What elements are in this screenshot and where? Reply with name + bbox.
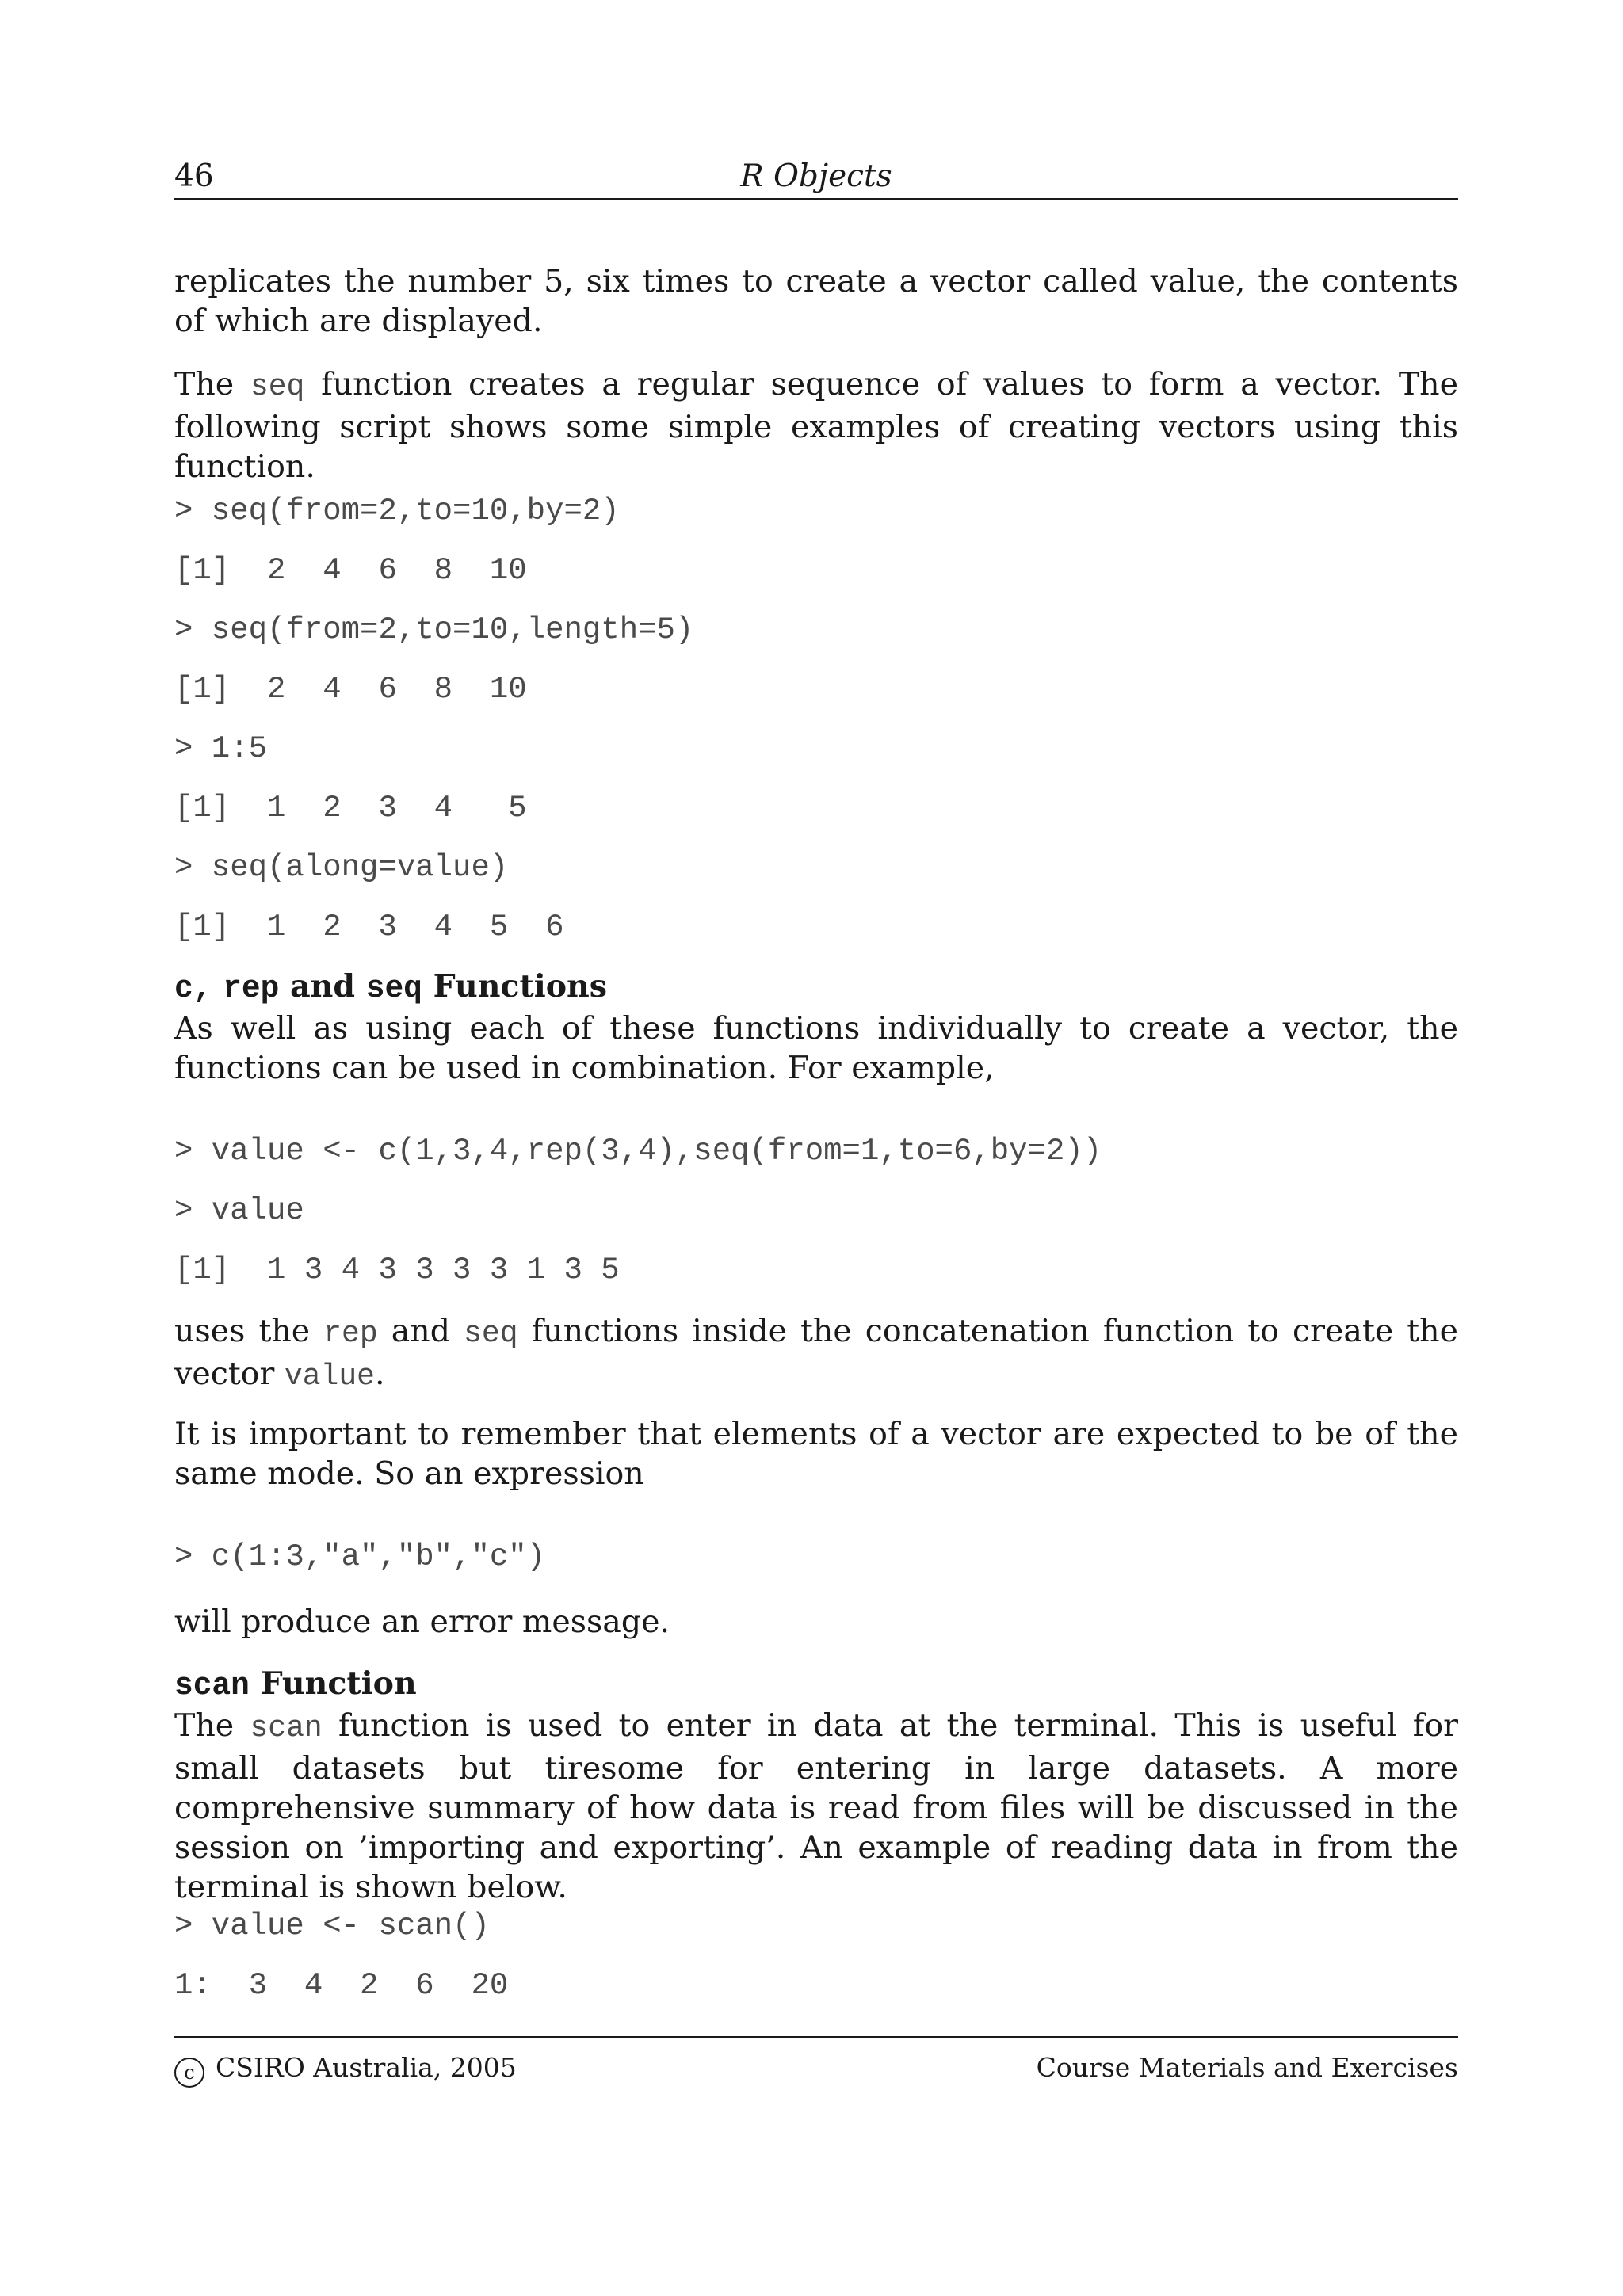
code-line: [1] 1 3 4 3 3 3 3 1 3 5 bbox=[174, 1253, 620, 1287]
code-line: [1] 1 2 3 4 5 bbox=[174, 791, 527, 826]
paragraph-error: will produce an error message. bbox=[174, 1604, 670, 1640]
code-line: 1: 3 4 2 6 20 bbox=[174, 1968, 509, 2003]
inline-code-seq: seq bbox=[464, 1317, 518, 1351]
code-line: [1] 2 4 6 8 10 bbox=[174, 553, 527, 588]
paragraph-uses: uses the rep and seq functions inside the concatenation function to create the vector value. bbox=[174, 1313, 1458, 1394]
copyright-icon: c bbox=[174, 2058, 204, 2088]
paragraph-text: replicates the number 5, six times to create a vector called value, the contents of which are displayed. bbox=[174, 263, 1458, 339]
running-title: R Objects bbox=[740, 158, 892, 194]
code-line: [1] 1 2 3 4 5 6 bbox=[174, 910, 564, 944]
code-line: [1] 2 4 6 8 10 bbox=[174, 672, 527, 707]
section-c-rep-seq bbox=[174, 967, 1458, 1088]
inline-code-scan: scan bbox=[250, 1711, 323, 1745]
paragraph-replicates bbox=[174, 261, 1458, 341]
code-line: > seq(from=2,to=10,by=2) bbox=[174, 494, 620, 528]
code-line: > seq(along=value) bbox=[174, 850, 509, 885]
text-segment: The bbox=[174, 366, 250, 402]
paragraph-seq-intro bbox=[174, 364, 1458, 486]
code-line: > 1:5 bbox=[174, 731, 268, 766]
section-heading: c, rep and seq Functions bbox=[174, 968, 608, 1006]
code-line: > seq(from=2,to=10,length=5) bbox=[174, 612, 694, 647]
section-scan bbox=[174, 1664, 1458, 1907]
text-segment: function creates a regular sequence of values to form a vector. The following script shows some simple examples of creating vectors using this function. bbox=[174, 366, 1458, 485]
footer-copyright: c CSIRO Australia, 2005 bbox=[174, 2050, 517, 2088]
inline-code-value: value bbox=[284, 1360, 375, 1394]
section-body: The scan function is used to enter in data at the terminal. This is useful for small datasets but tiresome for entering in large datasets. A more comprehensive summary of how data is read from files will be discussed in the session on ’importing and exporting’. An example of reading data in from the terminal is shown below. bbox=[174, 1707, 1458, 1905]
code-block-error-example bbox=[174, 1537, 1458, 1577]
page-number: 46 bbox=[174, 158, 214, 194]
paragraph-important: It is important to remember that elements of a vector are expected to be of the same mode. So an expression bbox=[174, 1416, 1458, 1492]
page-footer bbox=[174, 2036, 1458, 2085]
section-body: As well as using each of these functions individually to create a vector, the functions can be used in combination. For example, bbox=[174, 1010, 1458, 1086]
section-heading: scan Function bbox=[174, 1665, 417, 1703]
code-line: > value <- scan() bbox=[174, 1909, 490, 1943]
inline-code-rep: rep bbox=[323, 1317, 378, 1351]
footer-course-title: Course Materials and Exercises bbox=[1036, 2052, 1458, 2083]
code-line: > value <- c(1,3,4,rep(3,4),seq(from=1,to=6,by=2)) bbox=[174, 1134, 1102, 1169]
code-line: > c(1:3,"a","b","c") bbox=[174, 1539, 546, 1574]
code-line: > value bbox=[174, 1193, 304, 1228]
document-page bbox=[174, 0, 1458, 2296]
running-header bbox=[174, 155, 1458, 200]
inline-code-seq: seq bbox=[250, 370, 305, 404]
